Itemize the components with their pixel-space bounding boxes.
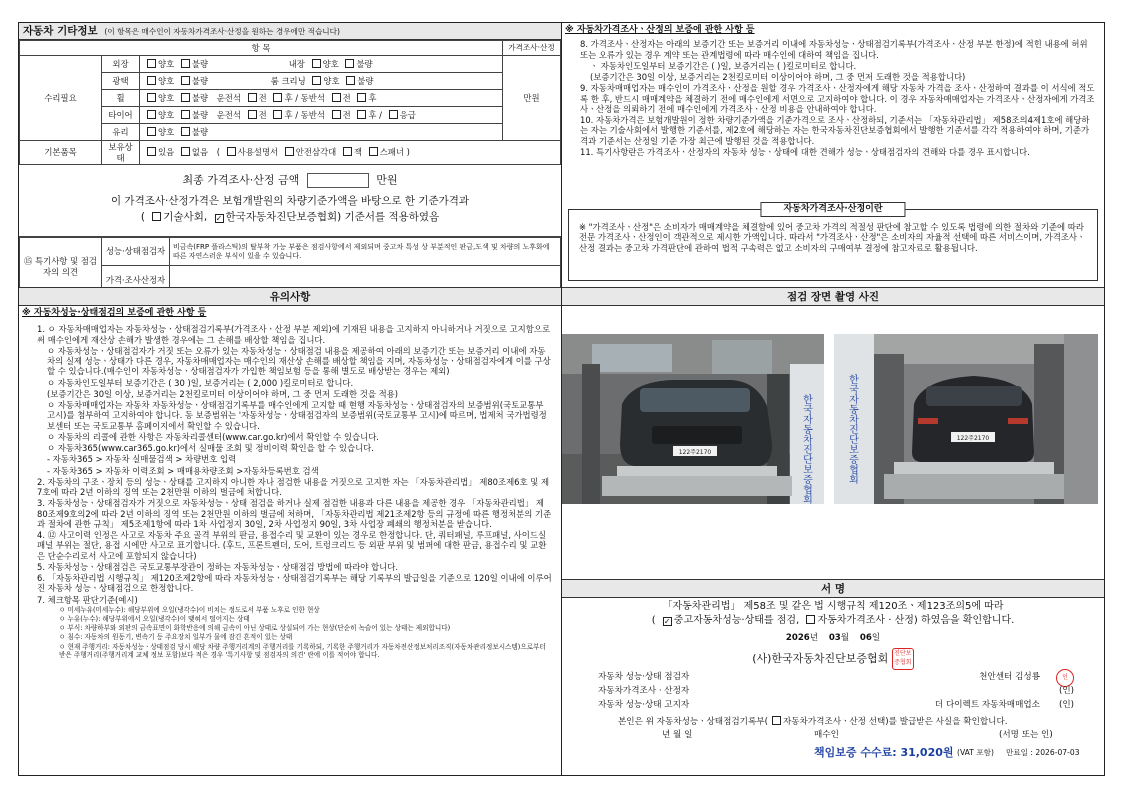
- org-seal-stamp: [892, 648, 914, 670]
- row-label-room-cleaning: 룸 크리닝: [270, 75, 306, 86]
- criteria-list: [19, 606, 561, 659]
- notice-item: 1. ㅇ 자동차매매업자는 자동차성능ㆍ상태점검기록부(가격조사ㆍ산정 부분 제외)에 기재된 내용을 고지하지 아니하거나 거짓으로 고지함으로써 매수인에게 재산상 손해가 발생한 경우에는 그 손해를 배상할 책임을 집니다.: [37, 324, 551, 345]
- front-label: 전: [258, 109, 267, 120]
- notice-item: 3. 자동차성능ㆍ상태점검자가 거짓으로 자동차성능ㆍ상태 점검을 하거나 실제 점검한 내용과 다른 내용을 제공한 경우 「자동차관리법」 제80조제9호의2에 따라 2년 이하의 징역 또는 2천만원 이하의 벌금에 처하며, 「자동차관리법 제21조제2항 등의 규정에 따른 행정처분의 기준과 절차에 관한 규칙」 제5조제1항에 따라 1차 사업정지 30일, 2차 사업정지 90일, 3차 사업장 폐쇄의 행정처분을 받습니다.: [37, 498, 552, 529]
- price-check-label: 자동차가격조사 · 산정) 하였음을 확인합니다.: [817, 614, 1015, 626]
- notice-list: [19, 321, 561, 605]
- wheel-passenger-front-checkbox[interactable]: [332, 93, 341, 102]
- good-label: 양호: [323, 75, 340, 86]
- tire-passenger-front-checkbox[interactable]: [332, 110, 341, 119]
- guarantee-subtitle: ※ 자동차가격조사ㆍ산정의 보증에 관한 사항 등: [565, 25, 755, 35]
- cleaning-good-checkbox[interactable]: [312, 76, 321, 85]
- interior-bad-checkbox[interactable]: [345, 59, 354, 68]
- notice-item: ㅇ 자동차인도일부터 보증기간은 ( 30 )일, 보증거리는 ( 2,000 )킬로미터로 합니다.: [47, 377, 354, 388]
- notice-item: ㅇ 자동차성능ㆍ상태점검자가 거짓 또는 오류가 있는 자동차성능ㆍ상태점검 내용을 제공하여 아래의 보증기간 또는 보증거리 이내에 자동차의 실제 성능ㆍ상태가 다른 경우, 자동차매매업자는 매수인의 재산상 손해를 배상할 책임을 지며, 자동차성능ㆍ상태점검자에게 이를 구상할 수 있습니다.(매수인이 자동차성능ㆍ상태점검자가 가입한 책임보험 등을 통해 별도로 배상받는 경우는 제외): [47, 345, 551, 377]
- jack-label: 잭: [353, 147, 363, 158]
- guarantee-item: 9. 자동차매매업자는 매수인이 가격조사ㆍ산정을 원할 경우 가격조사ㆍ산정자에게 해당 자동차 가격을 조사ㆍ산정하여 결과를 이 서식에 적도록 한 후, 반드시 매매계약을 체결하기 전에 매수인에게 서면으로 고지하여야 합니다. 이 경우 자동차매매업자는 가격조사ㆍ산정자에게 가격조사ㆍ산정을 의뢰하기 전에 매수인에게 가격조사ㆍ산정 비용을 안내하여야 합니다.: [580, 83, 1095, 114]
- signature-role: 자동차 성능·상태 점검자: [598, 671, 690, 682]
- signature-row: [598, 686, 1092, 700]
- day-unit: 일: [871, 633, 881, 643]
- wheel-bad-checkbox[interactable]: [181, 93, 190, 102]
- notice-bar-title: 유의사항: [19, 288, 561, 306]
- guarantee-fee: 책임보증 수수료: 31,020원: [814, 746, 954, 760]
- final-price-line: [19, 173, 561, 188]
- gloss-row: [140, 73, 503, 90]
- notice-item: ㅇ 자동차의 리콜에 관한 사항은 자동차리콜센터(www.car.go.kr)에서 확인할 수 있습니다.: [47, 431, 379, 442]
- guarantee-list: [562, 38, 1104, 157]
- left-column: [19, 23, 562, 775]
- wheel-good-checkbox[interactable]: [147, 93, 156, 102]
- receipt-text-a: 본인은 위 자동차성능ㆍ상태점검기록부(: [618, 716, 768, 727]
- spanner-label: 스패너 ): [379, 147, 410, 158]
- none-label: 없음: [191, 147, 209, 158]
- none-checkbox[interactable]: [181, 147, 190, 156]
- receipt-price-checkbox[interactable]: [772, 716, 781, 725]
- wheel-passenger-rear-checkbox[interactable]: [357, 93, 366, 102]
- criteria-item: ㅇ 침수: 자동차의 원동기, 변속기 등 주요장치 일부가 물에 잠긴 흔적이 있는 상태: [59, 633, 293, 642]
- row-label-wheel: 휠: [102, 90, 140, 107]
- signature-org-name: (사)한국자동차진단보증협회: [752, 651, 889, 665]
- other-info-subtitle: (이 항목은 매수인이 자동차가격조사·산정을 원하는 경우에만 적습니다): [104, 27, 340, 36]
- emergency-label: 응급: [399, 109, 416, 120]
- notice-item: (보증기간은 30일 이상, 보증거리는 2천킬로미터 이상이어야 하며, 그 중 먼저 도래한 것을 적용): [47, 388, 399, 399]
- fee-vat-note: (VAT 포함): [957, 748, 994, 758]
- good-label: 양호: [158, 75, 175, 86]
- signature-role: 자동차 성능·상태 고지자: [598, 699, 690, 710]
- signer-name: 천안센터 김성룡: [979, 671, 1040, 682]
- criteria-item: ㅇ 부식: 차량하부와 외판의 금속표면이 화학반응에 의해 금속이 아닌 상태로 상실되어 가는 현상(단순히 녹슬어 있는 상태는 제외합니다): [59, 624, 451, 633]
- seal-mark: (인): [1058, 699, 1074, 710]
- right-column: [562, 23, 1104, 775]
- plate-rear: 122주2170: [956, 435, 990, 442]
- pricer-opinion-label: 가격·조사산정자: [102, 266, 170, 296]
- guarantee-item: 10. 자동차가격은 보험개발원이 정한 차량기준가액을 기준가격으로 조사ㆍ산정하되, 기준서는 「자동차관리법」 제58조의4제1호에 해당하는 자는 기술사회에서 발행한 기준서를, 제2호에 해당하는 자는 한국자동차진단보증협회에서 발행한 기준서를 각각 적용하여야 하며, 기준가격과 기준서는 산정일 기준 가장 최근에 발행된 것을 적용합니다.: [580, 115, 1090, 146]
- good-label: 양호: [322, 58, 339, 69]
- row-label-interior: 내장: [288, 58, 305, 69]
- row-label-glass: 유리: [102, 124, 140, 141]
- opinion-label: ⑮ 특기사항 및 점검자의 의견: [20, 238, 102, 296]
- bad-label: 불량: [191, 58, 209, 69]
- notice-item: ㅇ 자동차매매업자는 자동차 자동차성능ㆍ상태점검기록부를 매수인에게 고지할 때 현행 자동차성능ㆍ상태점검자의 보증범위(국토교통부 고시)를 첨부하여 고지하여야 합니다. 동 보증범위는 '자동차성능ㆍ상태점검자의 보증범위(국토교통부 고시)에 따르며, 법제처 국가법령정보센터 또는 국토교통부 홈페이지에서 확인할 수 있습니다.: [47, 400, 547, 431]
- receipt-text-b: 자동차가격조사ㆍ산정 선택)를 발급받은 사실을 확인합니다.: [782, 716, 1008, 727]
- basic-items-label: 기본품목: [20, 141, 102, 165]
- paren: (: [140, 211, 145, 224]
- seal-mark: 인: [1056, 669, 1074, 687]
- rear-label: 후: [368, 109, 377, 120]
- spanner-checkbox[interactable]: [369, 147, 378, 156]
- bad-label: 불량: [356, 58, 373, 69]
- possession-row: [140, 141, 561, 165]
- seal-text: 진단보증협회: [894, 649, 912, 666]
- notice-item: 7. 체크항목 판단기준(예시): [37, 594, 138, 605]
- row-label-exterior: 외장: [102, 56, 140, 73]
- signature-month: 03: [828, 633, 841, 643]
- wheel-driver-front-checkbox[interactable]: [248, 93, 257, 102]
- driver-seat-label: 운전석: [216, 92, 241, 103]
- notice-item: 5. 자동차성능ㆍ상태점검은 국토교통부장관이 정하는 자동차성능ㆍ상태점검 방법에 따라야 합니다.: [37, 561, 398, 572]
- have-checkbox[interactable]: [147, 147, 156, 156]
- receipt-line: [562, 714, 1104, 728]
- notice-item: 6. 「자동차관리법 시행규칙」 제120조제2항에 따라 자동차성능ㆍ상태점검기록부는 해당 기록부의 발급일을 기준으로 120일 이내에 이루어진 자동차 성능ㆍ상태점검으로 한정합니다.: [37, 573, 552, 594]
- photo-area: [562, 306, 1104, 544]
- notice-section: [19, 287, 561, 660]
- guarantee-item: 11. 특기사항란은 가격조사ㆍ산정자의 자동차 성능ㆍ상태에 대한 견해가 성능ㆍ상태점검자의 견해와 다를 경우 표시합니다.: [580, 146, 1030, 157]
- signature-line-1: 「자동차관리법」 제58조 및 같은 법 시행규칙 제120조ㆍ제123조의5에 따라: [662, 601, 1004, 612]
- good-label: 양호: [158, 109, 175, 120]
- gloss-bad-checkbox[interactable]: [181, 76, 190, 85]
- good-label: 양호: [158, 58, 175, 69]
- other-info-title: 자동차 기타정보: [23, 25, 98, 37]
- other-info-table: [19, 40, 561, 165]
- guarantee-item: 8. 가격조사ㆍ산정자는 아래의 보증기간 또는 보증거리 이내에 자동차성능ㆍ상태점검기록부(가격조사ㆍ산정 부분 한정)에 적힌 내용에 허위 또는 오류가 있는 경우 계약 또는 관계법령에 따라 매수인에 대하여 책임을 집니다.: [580, 39, 1088, 60]
- signature-bar-title: 서 명: [562, 580, 1104, 598]
- kadia-label: 한국자동차진단보증협회) 기준서를 적용하였음: [225, 211, 440, 224]
- manual-label: 사용설명서: [237, 147, 279, 158]
- tire-bad-checkbox[interactable]: [181, 110, 190, 119]
- tire-passenger-rear-checkbox[interactable]: [357, 110, 366, 119]
- criteria-item: ㅇ 미세누유(미세누수): 해당부위에 오일(냉각수)이 비치는 정도로서 부품 노후로 인한 현상: [59, 605, 320, 614]
- tire-emergency-checkbox[interactable]: [389, 110, 398, 119]
- row-label-gloss: 광택: [102, 73, 140, 90]
- bad-label: 불량: [191, 126, 209, 137]
- fee-line: [562, 746, 1104, 762]
- exterior-good-checkbox[interactable]: [147, 59, 156, 68]
- notice-item: - 자동차365 > 자동차 실매물검색 > 차량번호 입력: [47, 454, 237, 465]
- exterior-bad-checkbox[interactable]: [181, 59, 190, 68]
- kadia-checkbox[interactable]: [215, 214, 224, 223]
- lift-text-rear: 한국자동차진단보증협회: [846, 374, 858, 484]
- signature-row: [598, 672, 1092, 686]
- wheel-row: [140, 90, 503, 107]
- notice-item: - 자동차365 > 자동차 이력조회 > 매매용차량조회 >자동차등록번호 검색: [47, 465, 319, 476]
- paren: (: [216, 147, 220, 158]
- lift-text-front: 한국자동차진단보증협회: [800, 394, 812, 504]
- photo-bar-title: 점검 장면 촬영 사진: [562, 288, 1104, 306]
- final-note-2: [19, 211, 561, 224]
- jack-checkbox[interactable]: [343, 147, 352, 156]
- manual-checkbox[interactable]: [227, 147, 236, 156]
- glass-bad-checkbox[interactable]: [181, 127, 190, 136]
- expiry-date: 만료일 : 2026-07-03: [1006, 748, 1080, 758]
- price-definition-title: 자동차가격조사·산정이란: [760, 202, 905, 217]
- bad-label: 불량: [191, 109, 209, 120]
- price-check-checkbox[interactable]: [806, 615, 815, 624]
- rear-inspection-photo: [834, 334, 1098, 504]
- bad-label: 불량: [191, 92, 209, 103]
- bad-label: 불량: [357, 75, 374, 86]
- signature-line-2: [562, 615, 1104, 628]
- signature-section: [562, 579, 1104, 777]
- good-label: 양호: [158, 126, 175, 137]
- rear-passenger-label: 후 / 동반석: [284, 92, 325, 103]
- tire-driver-rear-checkbox[interactable]: [273, 110, 282, 119]
- engineer-society-checkbox[interactable]: [152, 212, 161, 221]
- buyer-date-blank: 년 월 일: [662, 730, 693, 741]
- plate-front: 122주2170: [678, 449, 712, 456]
- triangle-checkbox[interactable]: [285, 147, 294, 156]
- front-label: 전: [258, 92, 267, 103]
- triangle-label: 안전삼각대: [295, 147, 337, 158]
- row-label-possession: 보유상태: [102, 141, 140, 165]
- performance-check-checkbox[interactable]: [663, 617, 672, 626]
- notice-subtitle: ※ 자동차성능·상태점검의 보증에 관한 사항 등: [22, 308, 207, 318]
- buyer-sign-label: (서명 또는 인): [999, 730, 1053, 741]
- glass-good-checkbox[interactable]: [147, 127, 156, 136]
- signature-rows: [562, 670, 1104, 714]
- paren: (: [651, 614, 656, 626]
- inspector-opinion-label: 성능·상태점검자: [102, 238, 170, 266]
- other-info-header: [19, 23, 561, 40]
- wheel-driver-rear-checkbox[interactable]: [273, 93, 282, 102]
- final-note-1: 이 가격조사·산정가격은 보험개발원의 차량기준가액을 바탕으로 한 기준가격과: [110, 195, 470, 207]
- notice-item: ㅇ 자동차365(www.car365.go.kr)에서 실매물 조회 및 정비이력 확인을 할 수 있습니다.: [47, 443, 374, 453]
- buyer-line: [562, 730, 1104, 744]
- engineer-society-label: 기술사회,: [163, 211, 208, 224]
- signature-org: [562, 648, 1104, 670]
- photo-section: [562, 287, 1104, 544]
- driver-seat-label: 운전석: [216, 109, 241, 120]
- notice-item: 4. ⑫ 사고이력 인정은 사고로 자동차 주요 골격 부위의 판금, 용접수리 및 교환이 있는 경우로 한정합니다. 단, 쿼터패널, 루프패널, 사이드실패널 부위는 절단, 용접 시에만 사고로 표기합니다. (후드, 프론트펜더, 도어, 트렁크리드 등 외판 부위 및 범퍼에 대한 판금, 용접수리 및 교환은 단순수리로서 사고에 포함되지 않습니다): [37, 530, 547, 561]
- glass-row: [140, 124, 503, 141]
- row-label-tire: 타이어: [102, 107, 140, 124]
- gloss-good-checkbox[interactable]: [147, 76, 156, 85]
- signer-name: 더 다이렉트 자동차매매업소: [934, 699, 1040, 710]
- year-unit: 년: [809, 633, 819, 643]
- month-unit: 월: [840, 633, 850, 643]
- final-price-block: [19, 165, 561, 237]
- price-value: 만원: [503, 56, 561, 141]
- repair-needed-label: 수리필요: [20, 56, 102, 141]
- inspection-record-page: [18, 22, 1105, 776]
- criteria-item: ㅇ 누유(누수): 해당부위에서 오일(냉각수)이 맺혀서 떨어지는 상태: [59, 614, 250, 623]
- performance-check-label: 중고자동차성능·상태를 점검,: [673, 614, 800, 626]
- signature-date: [562, 633, 1104, 644]
- front-label: 전: [342, 92, 351, 103]
- signature-day: 06: [859, 633, 872, 643]
- col-items-header: 항 목: [20, 41, 503, 56]
- guarantee-item: ㆍ 자동차인도일부터 보증기간은 ( )일, 보증거리는 ( )킬로미터로 합니다.: [590, 60, 857, 71]
- tire-row: 양호 불량 운전석 전 후 / 동반석 전 후 / 응급: [140, 107, 503, 124]
- rear-passenger-label: 후 / 동반석: [284, 109, 325, 120]
- price-definition-text: ※ "가격조사ㆍ산정"은 소비자가 매매계약을 체결함에 있어 중고차 가격의 적절성 판단에 참고할 수 있도록 법령에 의한 절차와 기준에 따라 전문 가격조사ㆍ산정인이 객관적으로 제시한 가액입니다. 따라서 "가격조사ㆍ산정"은 소비자의 자율적 선택에 따른 서비스이며, 가격조사ㆍ산정 결과는 중고차 가격판단에 관하여 법적 구속력은 없고 소비자의 구매여부 결정에 참고자료로 활용됩니다.: [579, 222, 1086, 253]
- front-label: 전: [342, 109, 351, 120]
- front-inspection-photo: [562, 334, 824, 504]
- rear-label: 후: [368, 92, 377, 103]
- bad-label: 불량: [191, 75, 209, 86]
- signature-row: [598, 700, 1092, 714]
- tire-driver-front-checkbox[interactable]: [248, 110, 257, 119]
- final-price-label: 최종 가격조사·산정 금액: [182, 173, 300, 187]
- buyer-label: 매수인: [814, 730, 839, 741]
- price-definition-box: [568, 204, 1098, 281]
- exterior-interior-row: [140, 56, 503, 73]
- seal-mark: (인): [1058, 685, 1074, 696]
- guarantee-item: (보증기간은 30일 이상, 보증거리는 2천킬로미터 이상이어야 하며, 그 중 먼저 도래한 것을 적용합니다): [590, 72, 966, 82]
- inspector-opinion-text: 비금속(FRP 플라스틱)의 탈부착 가능 부품은 점검사항에서 제외되며 중고차 특성 상 부분적인 판금,도색 및 차량의 노후화에 따른 자연스러운 부식이 있을 수 있습니다.: [170, 238, 561, 266]
- good-label: 양호: [158, 92, 175, 103]
- cleaning-bad-checkbox[interactable]: [346, 76, 355, 85]
- signature-year: 2026: [785, 633, 810, 643]
- criteria-item: ㅇ 현재 주행거리: 자동차성능ㆍ상태점검 당시 해당 차량 주행거리계의 주행거리를 기록하되, 기록한 주행거리가 자동차전산정보처리조직(자동차관리정보시스템)으로부터 받은 주행거리(주행거리계 교체 정보 포함)보다 적은 경우 '특기사항 및 점검자의 의견' 란에 이를 적어야 합니다.: [59, 642, 546, 659]
- interior-good-checkbox[interactable]: [312, 59, 321, 68]
- col-price-header: 가격조사·산정: [503, 41, 561, 56]
- have-label: 있음: [158, 147, 175, 158]
- signature-role: 자동차가격조사 · 산정자: [598, 685, 690, 696]
- final-price-input[interactable]: [307, 173, 369, 188]
- final-price-unit: 만원: [376, 173, 398, 187]
- tire-good-checkbox[interactable]: [147, 110, 156, 119]
- notice-item: 2. 자동차의 구조ㆍ장치 등의 성능ㆍ상태를 고지하지 아니한 자나 점검한 내용을 거짓으로 고지한 자는 「자동차관리법」 제80조제6호 및 제7호에 따라 2년 이하의 징역 또는 2천만원 이하의 벌금에 처합니다.: [37, 476, 550, 497]
